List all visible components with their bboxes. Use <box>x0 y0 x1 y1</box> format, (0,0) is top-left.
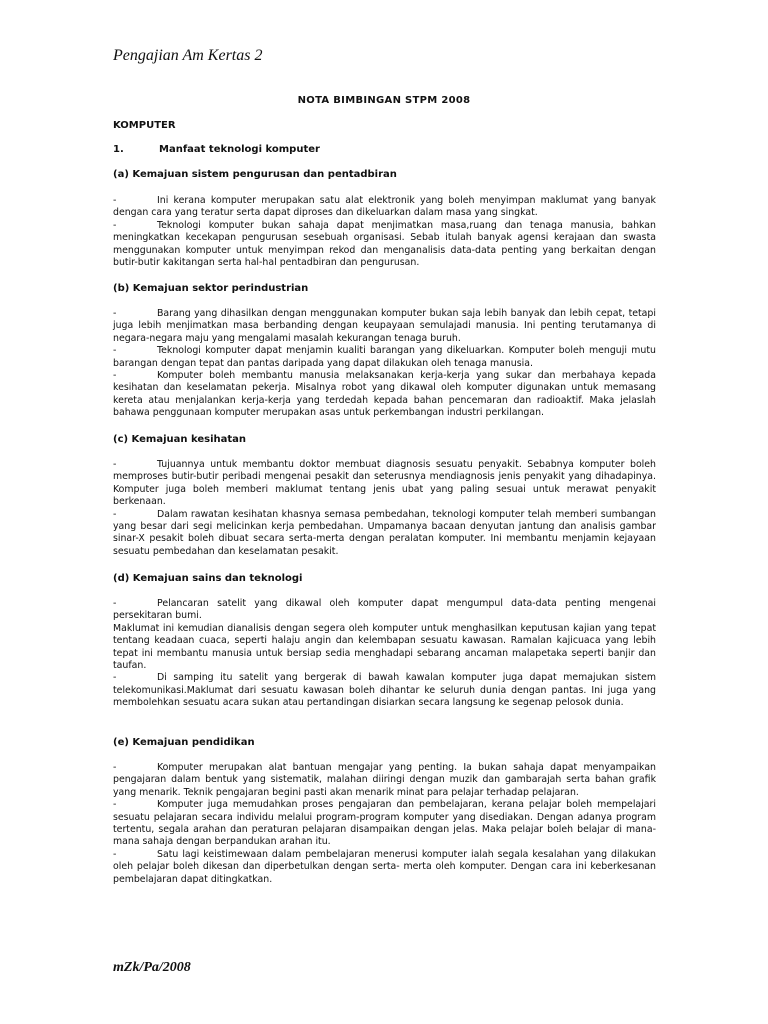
paragraph <box>113 345 656 370</box>
section-d-heading: (d) Kemajuan sains dan teknologi <box>113 573 303 584</box>
section-a-heading: (a) Kemajuan sistem pengurusan dan pentadbiran <box>113 169 397 180</box>
footer-code: mZk/Pa/2008 <box>113 960 191 975</box>
paragraph <box>113 799 656 849</box>
paragraph <box>113 598 656 623</box>
paragraph <box>113 220 656 270</box>
bullet-dash: - <box>113 459 117 470</box>
topic-title: Manfaat teknologi komputer <box>159 144 320 155</box>
topic-heading <box>113 144 320 155</box>
section-b-heading: (b) Kemajuan sektor perindustrian <box>113 283 309 294</box>
paragraph <box>113 195 656 220</box>
section-d-body <box>113 598 656 710</box>
bullet-dash: - <box>113 762 117 773</box>
paragraph-text: Di samping itu satelit yang bergerak di bawah kawalan komputer juga dapat memajukan sistem telekomunikasi.Maklumat dari sesuatu kawasan boleh dihantar ke seluruh dunia dengan pantas. Ini juga yang membolehkan sesuatu acara sukan atau pertandingan disiarkan secara langsung ke segenap pelosok dunia. <box>113 672 656 709</box>
paragraph <box>113 459 656 509</box>
bullet-dash: - <box>113 508 117 520</box>
paragraph-text: Barang yang dihasilkan dengan menggunakan komputer bukan saja lebih banyak dan lebih cepat, tetapi juga lebih menjimatkan masa berbanding dengan keupayaan semulajadi manusia. Ini penting terutamanya di negara-negara maju yang mengalami masalah kekurangan tenaga buruh. <box>113 308 656 344</box>
bullet-dash: - <box>113 799 117 811</box>
section-e-body <box>113 762 656 886</box>
paragraph <box>113 672 656 709</box>
section-e-heading: (e) Kemajuan pendidikan <box>113 737 255 748</box>
bullet-dash: - <box>113 345 117 357</box>
paragraph-text: Satu lagi keistimewaan dalam pembelajaran menerusi komputer ialah segala kesalahan yang dilakukan oleh pelajar boleh dikesan dan diperbetulkan dengan serta- merta oleh komputer. Dengan cara ini keberkesanan pembelajaran dapat ditingkatkan. <box>113 848 656 885</box>
paragraph-text: Pelancaran satelit yang dikawal oleh komputer dapat mengumpul data-data penting mengenai persekitaran bumi. <box>113 598 656 622</box>
paragraph-text: Dalam rawatan kesihatan khasnya semasa pembedahan, teknologi komputer telah memberi sumbangan yang besar dari segi melicinkan kerja pembedahan. Umpamanya bacaan denyutan jantung dan analisis gambar sinar-X pesakit boleh dibuat secara serta-merta dengan peralatan komputer. Ini membantu menjamin kejayaan sesuatu pembedahan dan keselamatan pesakit. <box>113 508 656 557</box>
paragraph-text: Komputer boleh membantu manusia melaksanakan kerja-kerja yang sukar dan merbahaya kepada kesihatan dan keselamatan pekerja. Misalnya robot yang dikawal oleh komputer digunakan untuk memasang kereta atau menjalankan kerja-kerja yang terdedah kepada bahan pencemaran dan radioaktif. Maka jelaslah bahawa penggunaan komputer merupakan asas untuk perkembangan industri perkilangan. <box>113 370 656 419</box>
section-c-heading: (c) Kemajuan kesihatan <box>113 434 247 445</box>
paragraph-text: Teknologi komputer bukan sahaja dapat menjimatkan masa,ruang dan tenaga manusia, bahkan meningkatkan kecekapan pengurusan sesebuah organisasi. Sebab itulah banyak agensi kerajaan dan swasta menggunakan komputer untuk menyimpan rekod dan menganalisis data-data penting yang berkaitan dengan butir-butir kakitangan serta hal-hal pentadbiran dan pengurusan. <box>113 219 656 269</box>
subject-heading: KOMPUTER <box>113 120 176 131</box>
bullet-dash: - <box>113 219 117 231</box>
section-c-body <box>113 459 656 558</box>
document-title: NOTA BIMBINGAN STPM 2008 <box>297 95 471 106</box>
section-b-body <box>113 308 656 420</box>
paragraph-text: Tujuannya untuk membantu doktor membuat diagnosis sesuatu penyakit. Sebabnya komputer boleh memproses butir-butir peribadi mengenai pesakit dan seterusnya mendiagnosis jenis penyakit yang dihadapinya. Komputer juga boleh memberi maklumat tentang jenis ubat yang paling sesuai untuk merawat penyakit berkenaan. <box>113 459 656 508</box>
paragraph <box>113 509 656 559</box>
bullet-dash: - <box>113 370 117 382</box>
bullet-dash: - <box>113 195 117 206</box>
header-title: Pengajian Am Kertas 2 <box>113 47 263 64</box>
paragraph <box>113 370 656 420</box>
bullet-dash: - <box>113 598 117 609</box>
paragraph-text: Komputer juga memudahkan proses pengajaran dan pembelajaran, kerana pelajar boleh mempelajari sesuatu pelajaran secara individu melalui program-program komputer yang disediakan. Dengan adanya program tertentu, segala arahan dan peraturan pelajaran disampaikan dengan jelas. Maka pelajar boleh belajar di mana-mana sahaja dengan berpandukan arahan itu. <box>113 799 656 848</box>
paragraph-text: Ini kerana komputer merupakan satu alat elektronik yang boleh menyimpan maklumat yang banyak dengan cara yang teratur serta dapat diproses dan dikeluarkan dalam masa yang singkat. <box>113 195 656 219</box>
bullet-dash: - <box>113 848 117 860</box>
section-a-body <box>113 195 656 269</box>
paragraph-text: Teknologi komputer dapat menjamin kualiti barangan yang dikeluarkan. Komputer boleh menguji mutu barangan dengan tepat dan pantas daripada yang dapat dilakukan oleh tenaga manusia. <box>113 345 656 369</box>
paragraph <box>113 308 656 345</box>
topic-number: 1. <box>113 144 124 155</box>
bullet-dash: - <box>113 672 117 684</box>
bullet-dash: - <box>113 308 117 319</box>
paragraph <box>113 623 656 673</box>
paragraph <box>113 849 656 886</box>
paragraph-text: Komputer merupakan alat bantuan mengajar yang penting. Ia bukan sahaja dapat menyampaikan pengajaran dalam bentuk yang sistematik, malahan diiringi dengan muzik dan gambarajah serta bahan grafik yang menarik. Teknik pengajaran begini pasti akan menarik minat para pelajar terhadap pelajaran. <box>113 762 656 798</box>
paragraph-text: Maklumat ini kemudian dianalisis dengan segera oleh komputer untuk menghasilkan keputusan kajian yang tepat tentang keadaan cuaca, seperti halaju angin dan kelembapan sesuatu kawasan. Ramalan kajicuaca yang lebih tepat ini membantu manusia untuk bersiap sedia menghadapi sebarang ancaman malapetaka seperti banjir dan taufan. <box>113 622 656 672</box>
paragraph <box>113 762 656 799</box>
